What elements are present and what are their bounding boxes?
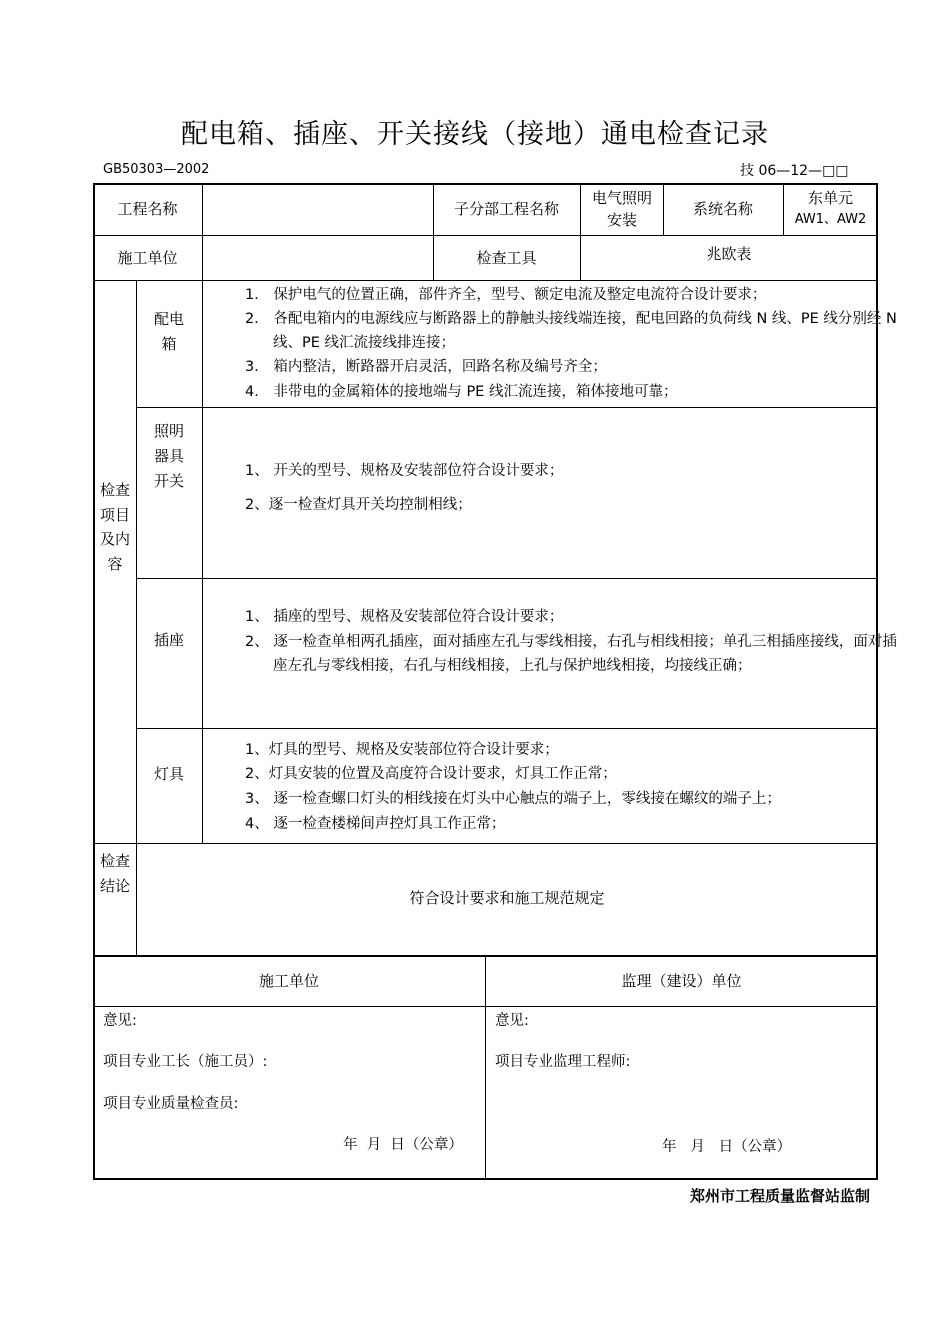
lamp-item: 1、灯具的型号、规格及安装部位符合设计要求； (245, 742, 559, 758)
section-name-lighting-switch: 照明器具开关 (154, 422, 185, 490)
distribution-box-item: 2． 各配电箱内的电源线应与断路器上的静触头接线端连接，配电回路的负荷线 N 线、PE 线分别经 N 线、PE 线汇流接线排连接； (245, 311, 897, 351)
system-name-label: 系统名称 (692, 200, 753, 218)
standard-code: GB50303—2002 (103, 162, 210, 177)
subproject-value: 电气照明安装 (591, 189, 652, 229)
conclusion-text: 符合设计要求和施工规范规定 (409, 889, 605, 907)
col-divider (136, 280, 137, 955)
form-code: 技 06—12—□□ (740, 163, 849, 179)
left-date-seal: 年 月 日（公章） (343, 1137, 463, 1153)
lighting-switch-item: 1、 开关的型号、规格及安装部位符合设计要求； (245, 463, 564, 479)
socket-item: 2、 逐一检查单相两孔插座，面对插座左孔与零线相接，右孔与相线相接；单孔三相插座接线，面对插座左孔与零线相接，右孔与相线相接，上孔与保护地线相接，均接线正确； (245, 634, 897, 674)
quality-inspector-label: 项目专业质量检查员: (103, 1096, 239, 1112)
sign-right-header: 监理（建设）单位 (621, 971, 742, 990)
issuer-footer: 郑州市工程质量监督站监制 (689, 1187, 870, 1205)
conclusion-label: 检查结论 (100, 852, 131, 895)
left-opinion-label: 意见: (103, 1013, 137, 1029)
foreman-label: 项目专业工长（施工员）: (103, 1054, 268, 1070)
project-name-value[interactable] (202, 183, 433, 235)
lamp-item: 3、 逐一检查螺口灯头的相线接在灯头中心触点的端子上，零线接在螺纹的端子上； (245, 791, 781, 807)
row-divider (93, 843, 878, 844)
lamp-item: 2、灯具安装的位置及高度符合设计要求，灯具工作正常； (245, 766, 617, 782)
section-name-distribution-box: 配电箱 (154, 310, 185, 353)
subproject-label: 子分部工程名称 (453, 200, 559, 218)
row-divider (136, 578, 878, 579)
system-name-value (783, 183, 878, 235)
system-value-line1: 东单元 (807, 189, 853, 207)
supervisor-label: 项目专业监理工程师: (495, 1054, 631, 1070)
row-divider (136, 407, 878, 408)
construction-unit-value[interactable] (202, 235, 433, 280)
section-label: 检查项目及内容 (100, 481, 131, 573)
socket-item: 1、 插座的型号、规格及安装部位符合设计要求； (245, 609, 564, 625)
sign-left-header: 施工单位 (258, 971, 319, 990)
system-value-line2: AW1、AW2 (794, 212, 867, 227)
project-name-label: 工程名称 (117, 200, 178, 218)
inspection-tool-label: 检查工具 (476, 248, 537, 267)
section-name-lamp: 灯具 (154, 765, 185, 783)
page-title: 配电箱、插座、开关接线（接地）通电检查记录 (181, 119, 769, 150)
construction-unit-label: 施工单位 (117, 248, 178, 267)
section-name-socket: 插座 (154, 631, 185, 649)
distribution-box-item: 4． 非带电的金属箱体的接地端与 PE 线汇流连接，箱体接地可靠； (245, 384, 678, 400)
lamp-item: 4、 逐一检查楼梯间声控灯具工作正常； (245, 816, 506, 832)
right-date-seal: 年 月 日（公章） (662, 1139, 792, 1155)
row-divider (93, 280, 878, 281)
distribution-box-item: 3． 箱内整洁，断路器开启灵活，回路名称及编号齐全； (245, 359, 607, 375)
col-divider (202, 280, 203, 843)
inspection-tool-value: 兆欧表 (706, 245, 752, 263)
row-divider (136, 728, 878, 729)
distribution-box-item: 1． 保护电气的位置正确，部件齐全，型号、额定电流及整定电流符合设计要求； (245, 287, 767, 303)
right-opinion-label: 意见: (495, 1013, 529, 1029)
lighting-switch-item: 2、逐一检查灯具开关均控制相线； (245, 497, 472, 513)
